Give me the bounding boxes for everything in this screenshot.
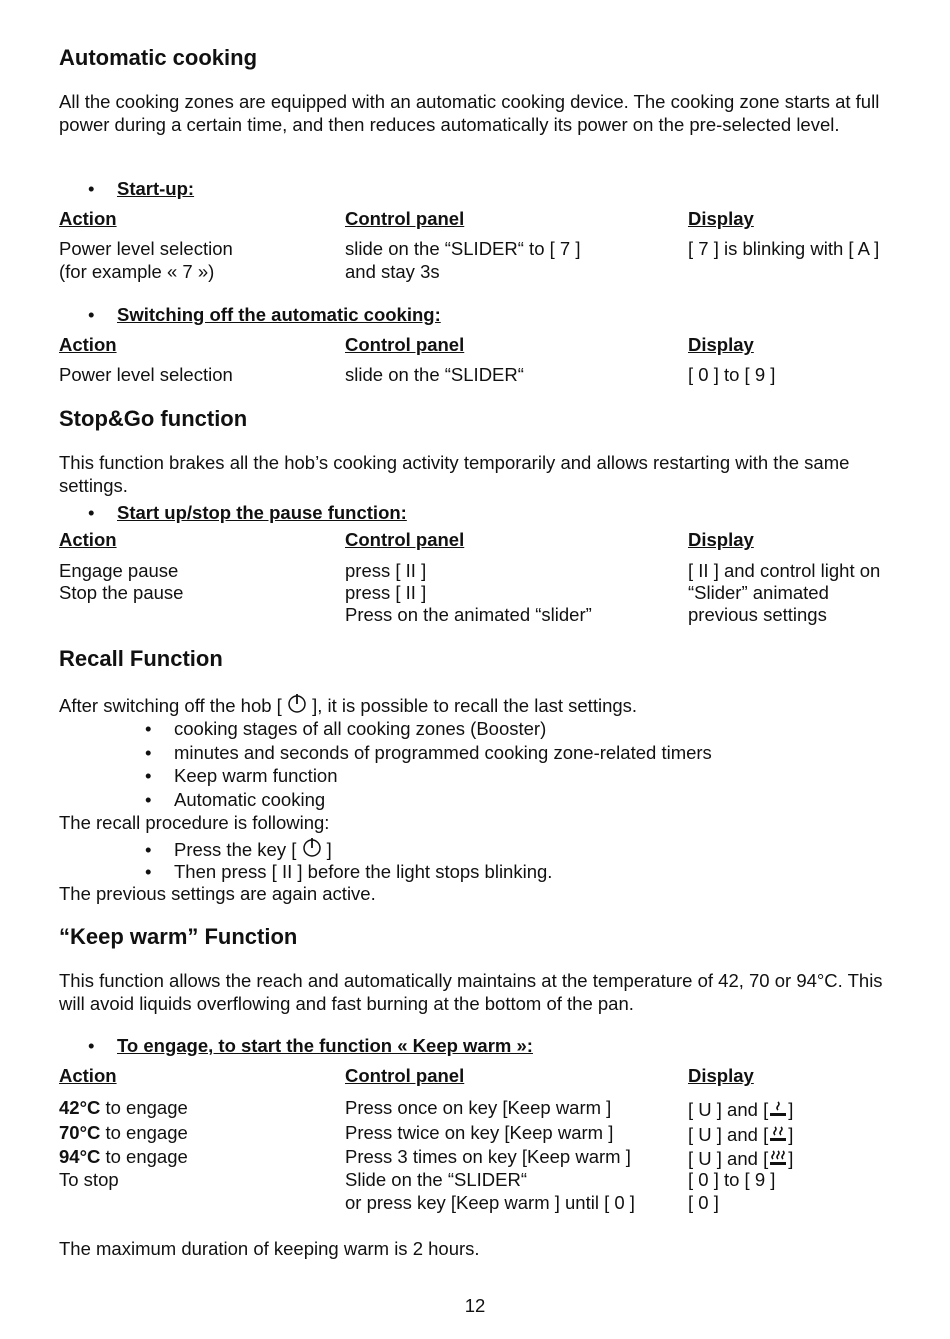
- power-icon: [302, 836, 322, 858]
- recall-item-3-text: Keep warm function: [174, 765, 338, 786]
- keep-warm-level-2-icon: [768, 1124, 788, 1144]
- recall-intro-line: [59, 692, 637, 716]
- automatic-cooking-heading: Automatic cooking: [59, 45, 258, 70]
- startup-header-control: Control panel: [345, 208, 465, 229]
- recall-procedure-label: The recall procedure is following:: [59, 812, 330, 833]
- pause-control-1: press [ II ]: [345, 560, 427, 581]
- keepwarm-stop-display-2: [ 0 ]: [688, 1192, 719, 1213]
- keepwarm-header-display: Display: [688, 1065, 754, 1086]
- keepwarm-row-3-display-after: ]: [788, 1148, 794, 1169]
- power-icon: [287, 692, 307, 714]
- pause-display-3: previous settings: [688, 604, 827, 625]
- recall-closing: The previous settings are again active.: [59, 883, 376, 904]
- keepwarm-header-control: Control panel: [345, 1065, 465, 1086]
- pause-control-3: Press on the animated “slider”: [345, 604, 592, 625]
- switch-off-display: [ 0 ] to [ 9 ]: [688, 364, 776, 385]
- keepwarm-header-action: Action: [59, 1065, 117, 1086]
- recall-item-2: • minutes and seconds of programmed cooking zone-related timers: [145, 742, 712, 763]
- recall-item-2-text: minutes and seconds of programmed cooking zone-related timers: [174, 742, 712, 763]
- keepwarm-heading: “Keep warm” Function: [59, 924, 298, 949]
- keepwarm-subheading-text: To engage, to start the function « Keep warm »:: [117, 1035, 533, 1056]
- startup-action-line1: Power level selection: [59, 238, 233, 259]
- keepwarm-row-1-action-text: to engage: [100, 1097, 188, 1118]
- pause-subheading: • Start up/stop the pause function:: [88, 502, 407, 523]
- keepwarm-row-1-display-after: ]: [788, 1099, 794, 1120]
- switch-off-subheading: • Switching off the automatic cooking:: [88, 304, 441, 325]
- keepwarm-row-2-display: [688, 1124, 793, 1145]
- recall-item-3: • Keep warm function: [145, 765, 338, 786]
- keepwarm-row-2-control: Press twice on key [Keep warm ]: [345, 1122, 614, 1143]
- pause-header-action: Action: [59, 529, 117, 550]
- automatic-cooking-intro: All the cooking zones are equipped with an automatic cooking device. The cooking zone starts at full power during a certain time, and then reduces automatically its power on the pre-selected level.: [59, 91, 880, 135]
- pause-header-control: Control panel: [345, 529, 465, 550]
- keepwarm-stop-control-1: Slide on the “SLIDER“: [345, 1169, 528, 1190]
- switch-off-header-control: Control panel: [345, 334, 465, 355]
- startup-header-action: Action: [59, 208, 117, 229]
- keepwarm-row-2-display-before: [ U ] and [: [688, 1124, 769, 1145]
- switch-off-subheading-text: Switching off the automatic cooking:: [117, 304, 441, 325]
- startup-action-line2: (for example « 7 »): [59, 261, 215, 282]
- startup-header-display: Display: [688, 208, 754, 229]
- switch-off-control: slide on the “SLIDER“: [345, 364, 524, 385]
- keepwarm-intro: This function allows the reach and automatically maintains at the temperature of 42, 70 or 94°C. This will avoid liquids overflowing and fast burning at the bottom of the pan.: [59, 970, 883, 1014]
- pause-header-display: Display: [688, 529, 754, 550]
- pause-control-2: press [ II ]: [345, 582, 427, 603]
- keepwarm-max-duration: The maximum duration of keeping warm is 2 hours.: [59, 1238, 480, 1259]
- keepwarm-subheading: • To engage, to start the function « Keep warm »:: [88, 1035, 533, 1056]
- startup-subheading: • Start-up:: [88, 178, 195, 199]
- pause-action-stop: Stop the pause: [59, 582, 184, 603]
- stopgo-heading: Stop&Go function: [59, 406, 248, 431]
- keepwarm-row-2-temp: 70°C: [59, 1122, 101, 1143]
- recall-heading: Recall Function: [59, 646, 223, 671]
- keepwarm-row-2-action: [59, 1124, 188, 1143]
- recall-item-4: • Automatic cooking: [145, 789, 326, 810]
- keepwarm-row-1-control: Press once on key [Keep warm ]: [345, 1097, 612, 1118]
- keepwarm-row-3-control: Press 3 times on key [Keep warm ]: [345, 1146, 631, 1167]
- startup-control-line1: slide on the “SLIDER“ to [ 7 ]: [345, 238, 581, 259]
- keepwarm-row-1-display-before: [ U ] and [: [688, 1099, 769, 1120]
- recall-intro-before: After switching off the hob [: [59, 695, 282, 716]
- recall-step-1-before: Press the key [: [174, 839, 297, 860]
- recall-step-1-after: ]: [326, 839, 332, 860]
- recall-item-1: • cooking stages of all cooking zones (Booster): [145, 718, 547, 739]
- recall-step-2-text: Then press [ II ] before the light stops blinking.: [174, 861, 553, 882]
- switch-off-header-display: Display: [688, 334, 754, 355]
- startup-subheading-text: Start-up:: [117, 178, 195, 199]
- recall-item-4-text: Automatic cooking: [174, 789, 326, 810]
- pause-display-2: “Slider” animated: [688, 582, 829, 603]
- keepwarm-stop-control-2: or press key [Keep warm ] until [ 0 ]: [345, 1192, 635, 1213]
- pause-display-1: [ II ] and control light on: [688, 560, 881, 581]
- startup-display: [ 7 ] is blinking with [ A ]: [688, 238, 880, 259]
- recall-step-2: • Then press [ II ] before the light stops blinking.: [145, 861, 553, 882]
- keep-warm-level-1-icon: [768, 1099, 788, 1119]
- recall-intro-after: ], it is possible to recall the last settings.: [312, 695, 638, 716]
- keepwarm-row-1-temp: 42°C: [59, 1097, 101, 1118]
- keepwarm-row-3-temp: 94°C: [59, 1146, 101, 1167]
- startup-control-line2: and stay 3s: [345, 261, 440, 282]
- keepwarm-row-3-action: [59, 1148, 188, 1167]
- keepwarm-row-3-action-text: to engage: [100, 1146, 188, 1167]
- keepwarm-row-1-action: [59, 1099, 188, 1118]
- keepwarm-stop-display-1: [ 0 ] to [ 9 ]: [688, 1169, 776, 1190]
- keepwarm-stop-action: To stop: [59, 1169, 119, 1190]
- recall-step-1: • Press the key [ ]: [145, 836, 332, 860]
- keepwarm-row-3-display-before: [ U ] and [: [688, 1148, 769, 1169]
- keepwarm-row-2-action-text: to engage: [100, 1122, 188, 1143]
- keepwarm-row-3-display: [688, 1148, 793, 1169]
- switch-off-header-action: Action: [59, 334, 117, 355]
- recall-item-1-text: cooking stages of all cooking zones (Booster): [174, 718, 547, 739]
- pause-subheading-text: Start up/stop the pause function:: [117, 502, 407, 523]
- page-number: 12: [464, 1295, 486, 1316]
- keep-warm-level-3-icon: [768, 1148, 788, 1168]
- stopgo-intro: This function brakes all the hob’s cooking activity temporarily and allows restarting with the same settings.: [59, 452, 850, 496]
- switch-off-action: Power level selection: [59, 364, 233, 385]
- keepwarm-row-2-display-after: ]: [788, 1124, 794, 1145]
- pause-action-engage: Engage pause: [59, 560, 179, 581]
- keepwarm-row-1-display: [688, 1099, 793, 1120]
